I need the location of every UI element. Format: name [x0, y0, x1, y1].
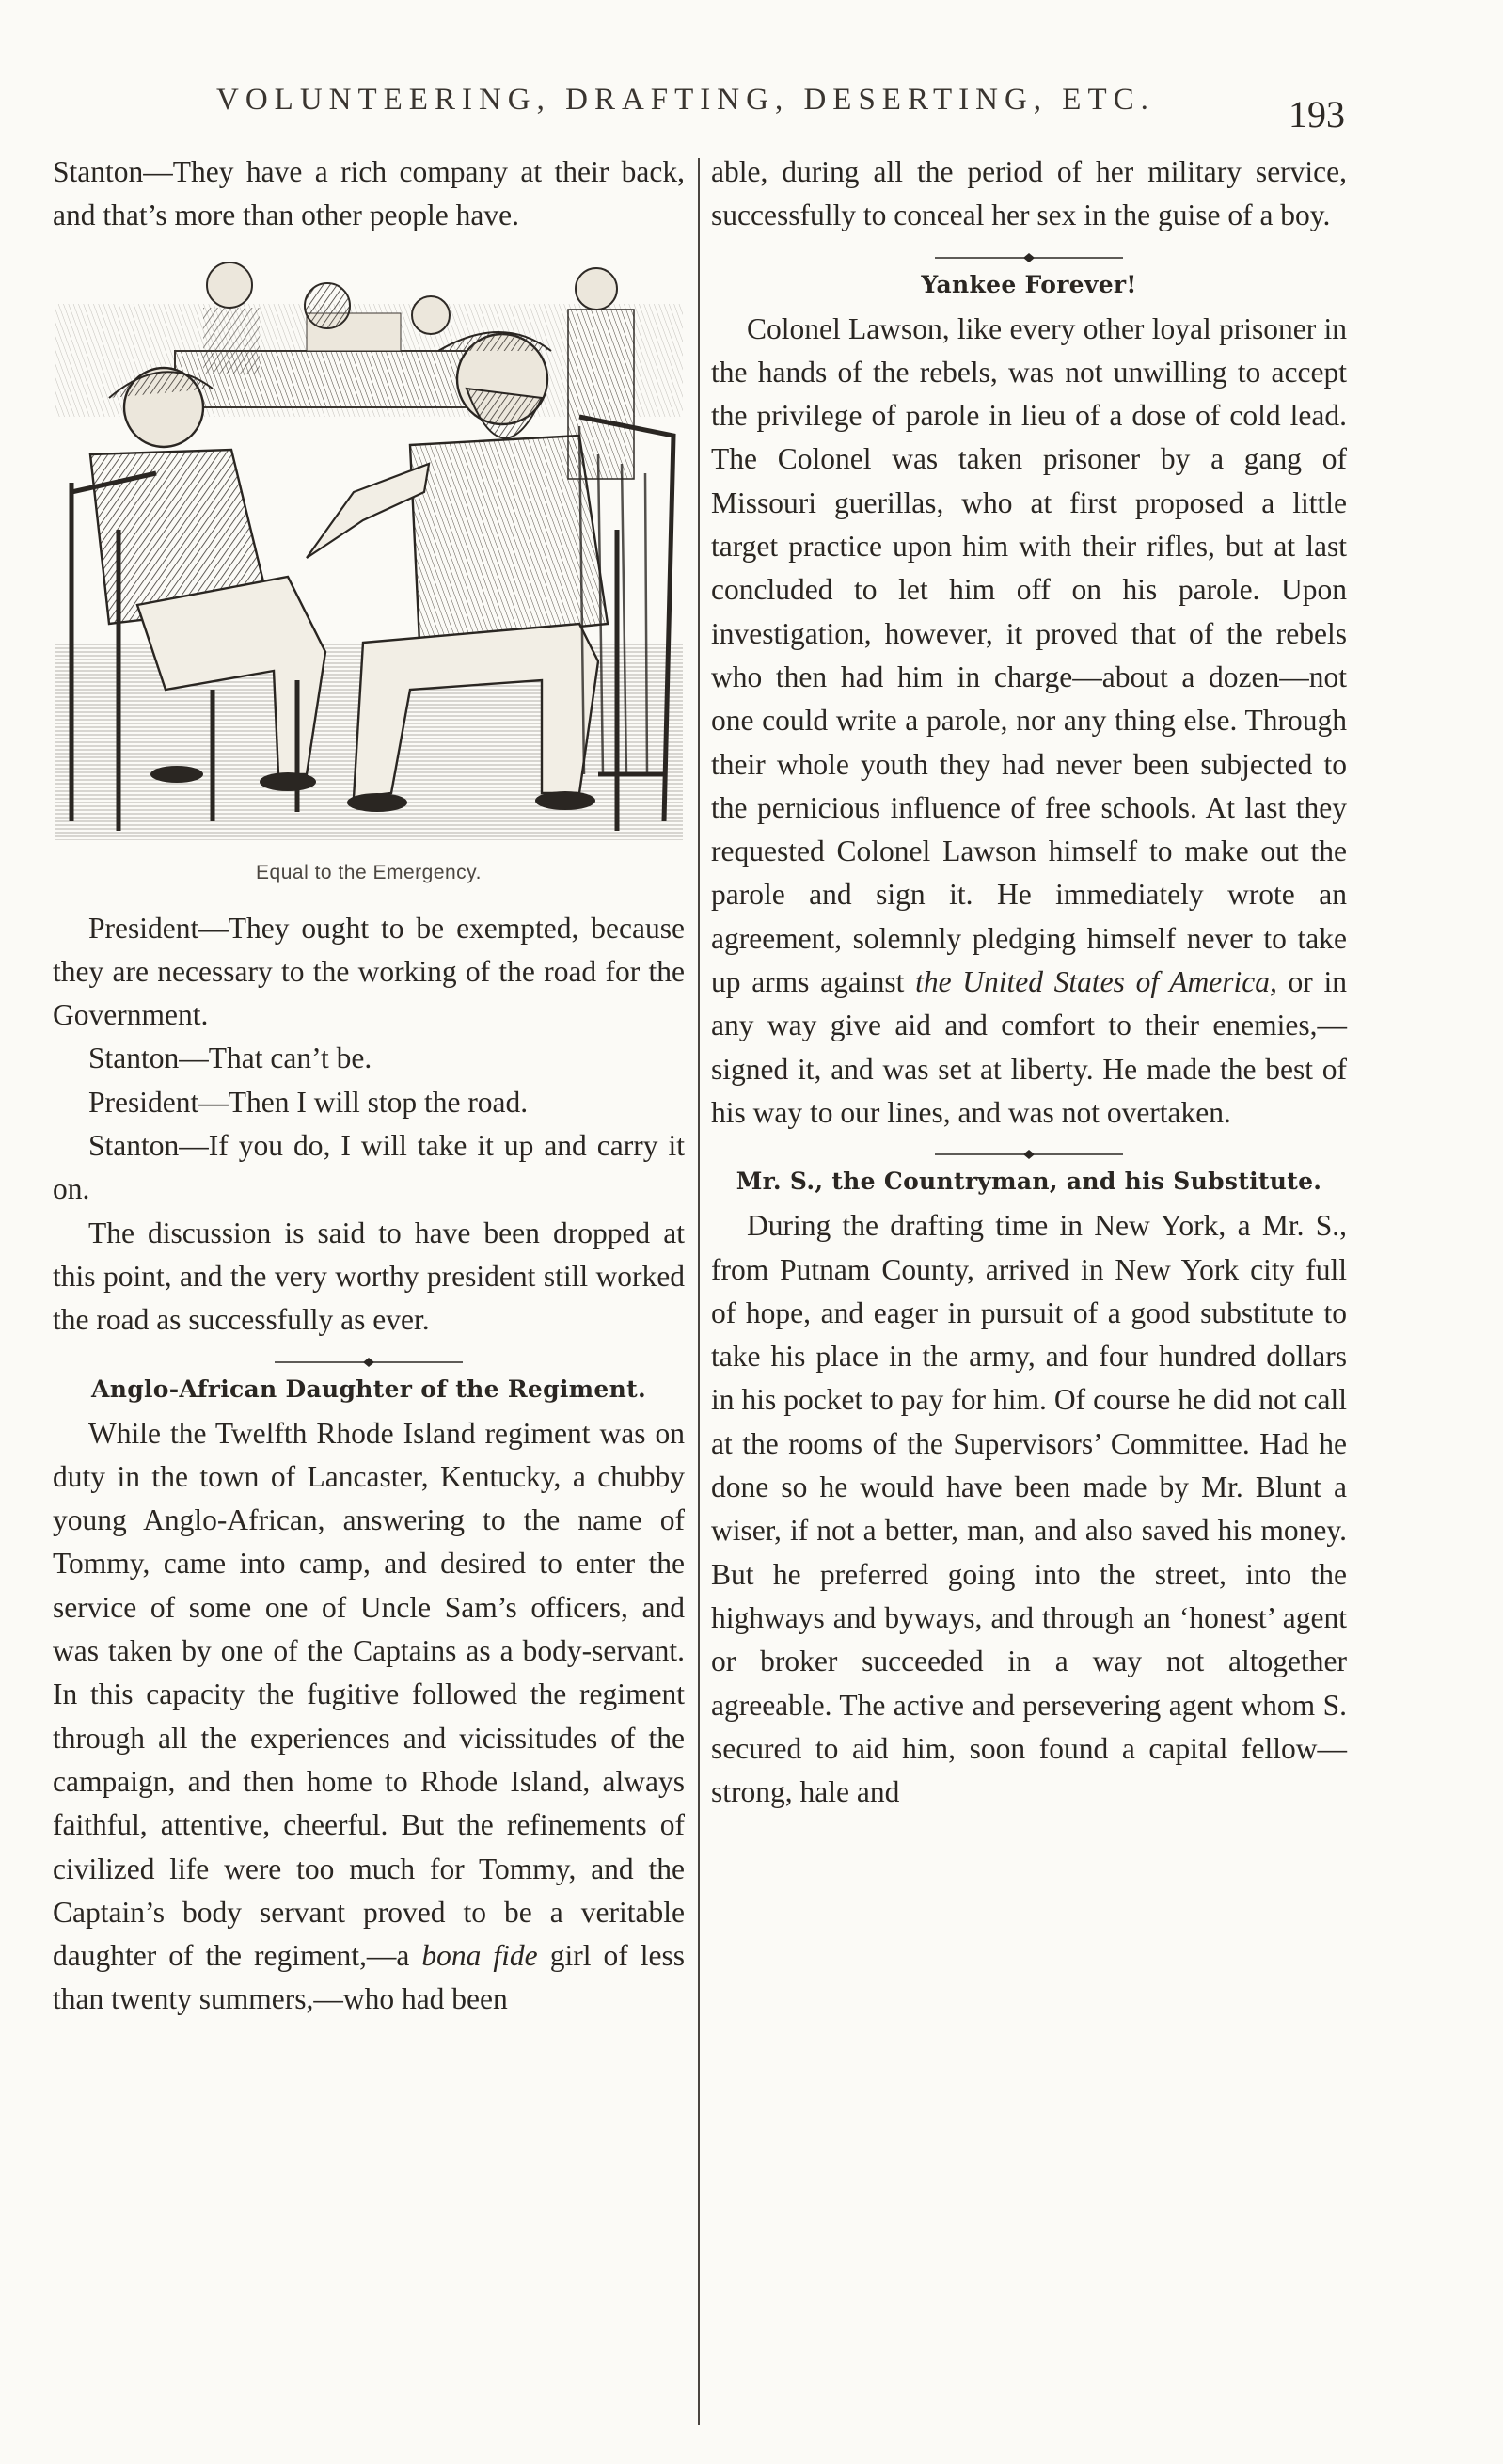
right-column: [711, 151, 1347, 1814]
engraving-illustration: [53, 247, 685, 842]
paragraph: Stanton—They have a rich company at their back, and that’s more than other people have.: [53, 155, 685, 232]
section-heading: Anglo-African Daughter of the Regiment.: [91, 1375, 646, 1403]
running-title: VOLUNTEERING, DRAFTING, DESERTING, ETC.: [216, 83, 1155, 117]
italic-phrase: bona fide: [421, 1939, 538, 1973]
text-run: Colonel Lawson, like every other loyal prisoner in the hands of the rebels, was not unwilling to accept the privilege of parole in lieu of a dose of cold lead. The Colonel was taken prisoner by a gang of Missouri guerillas, who at first proposed a little target practice upon him with their rifles, but at last concluded to let him off on his parole. Upon investigation, however, it proved that of the rebels who then had him in charge—about a dozen—not one could write a parole, nor any thing else. Through their whole youth they had never been subjected to the pernicious influence of free schools. At last they requested Colonel Lawson himself to make out the parole and sign it. He immediately wrote an agreement, solemnly pledging himself never to take up arms against: [711, 311, 1347, 999]
section-heading: Yankee Forever!: [921, 270, 1137, 298]
section-heading: Mr. S., the Countryman, and his Substitute.: [736, 1168, 1322, 1196]
paragraph: President—Then I will stop the road.: [88, 1085, 529, 1119]
paragraph: [53, 1412, 685, 2022]
left-column: [53, 151, 685, 2022]
paragraph: Stanton—If you do, I will take it up and carry it on.: [53, 1129, 685, 1206]
section-divider: [935, 251, 1123, 264]
section-divider: [935, 1148, 1123, 1161]
paragraph: The discussion is said to have been dropped at this point, and the very worthy president still worked the road as successfully as ever.: [53, 1216, 685, 1337]
column-rule: [698, 158, 700, 2425]
text-run: girl of less than twenty summers,—who had been: [53, 1939, 686, 2016]
text-run: or in any way give aid and comfort to their enemies,—signed it, and was set at liberty. He made the best of his way to our lines, and was not overtaken.: [711, 965, 1347, 1129]
text-run: While the Twelfth Rhode Island regiment was on duty in the town of Lancaster, Kentucky, a chubby young Anglo-African, answering to the name of Tommy, came into camp, and desired to enter the service of some one of Uncle Sam’s officers, and was taken by one of the Captains as a body-servant. In this capacity the fugitive followed the regiment through all the experiences and vicissitudes of the campaign, and then home to Rhode Island, always faithful, attentive, cheerful. But the refinements of civilized life were too much for Tommy, and the Captain’s body servant proved to be a veritable daughter of the regiment,—a: [53, 1416, 685, 1973]
paragraph: President—They ought to be exempted, because they are necessary to the working of the road for the Government.: [53, 911, 685, 1032]
italic-phrase: the United States of America,: [915, 965, 1277, 999]
figure-caption: Equal to the Emergency.: [256, 861, 482, 883]
paragraph: Stanton—That can’t be.: [88, 1041, 372, 1075]
page-number: 193: [1289, 93, 1345, 135]
paragraph: able, during all the period of her military service, successfully to conceal her sex in the guise of a boy.: [711, 155, 1347, 232]
paragraph: During the drafting time in New York, a Mr. S., from Putnam County, arrived in New York city full of hope, and eager in pursuit of a good substitute to take his place in the army, and four hundred dollars in his pocket to pay for him. Of course he did not call at the rooms of the Supervisors’ Committee. Had he done so he would have been made by Mr. Blunt a wiser, if not a better, man, and also saved his money. But he preferred going into the street, into the highways and byways, and through an ‘honest’ agent or broker succeeded in a way not altogether agreeable. The active and persevering agent whom S. secured to aid him, soon found a capital fellow—strong, hale and: [711, 1209, 1347, 1809]
section-divider: [275, 1356, 463, 1369]
paragraph: [711, 308, 1347, 1136]
